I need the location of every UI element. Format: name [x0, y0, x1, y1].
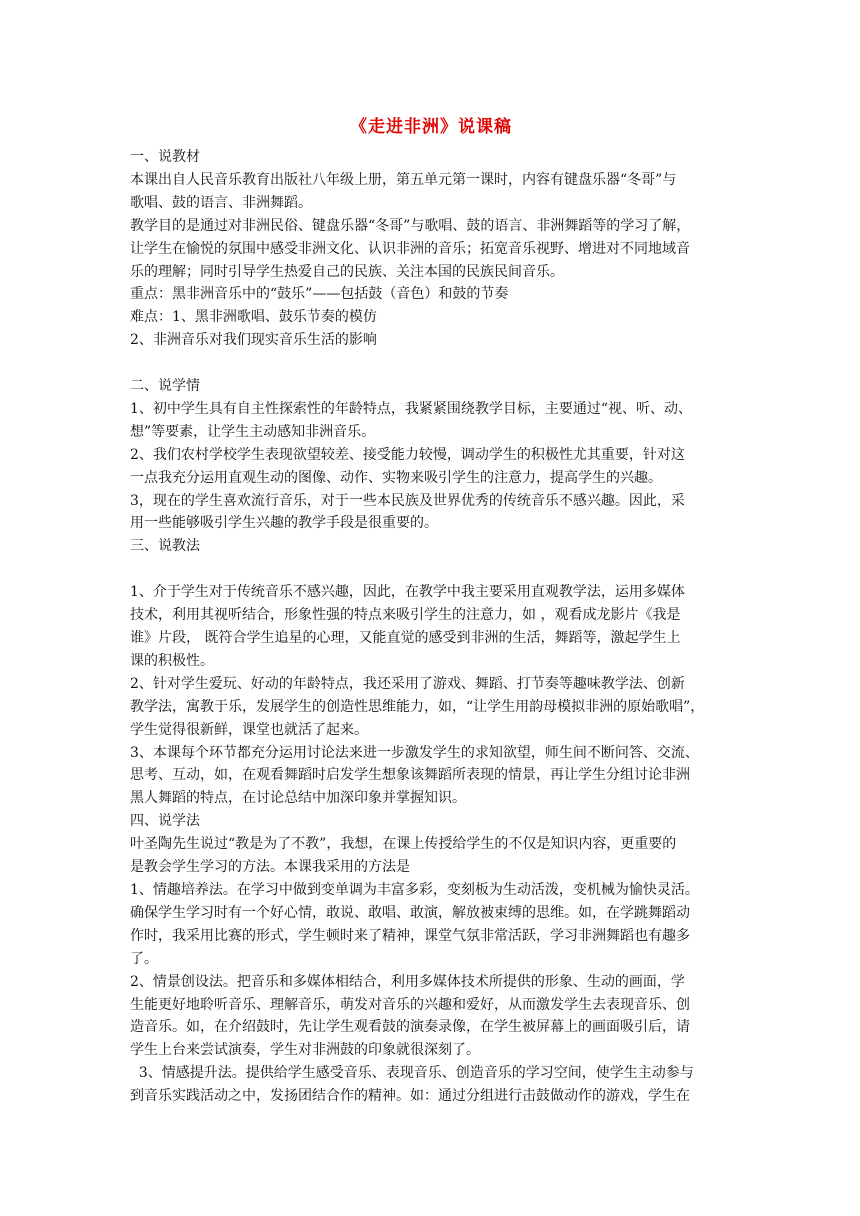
text-line: 教学法，寓教于乐，发展学生的创造性思维能力，如，“让学生用韵母模拟非洲的原始歌唱”，: [130, 698, 705, 715]
text-line: 是教会学生学习的方法。本课我采用的方法是: [130, 859, 410, 876]
text-line: 作时，我采用比赛的形式，学生顿时来了精神，课堂气氛非常活跃，学习非洲舞蹈也有趣多: [130, 927, 690, 944]
text-line: 1、介于学生对于传统音乐不感兴趣，因此，在教学中我主要采用直观教学法，运用多媒体: [130, 584, 685, 601]
text-line: 确保学生学习时有一个好心情，敢说、敢唱、敢演，解放被束缚的思维。如，在学跳舞蹈动: [130, 904, 690, 921]
document-title: 《走进非洲》说课稿: [350, 117, 512, 137]
text-line: 1、情趣培养法。在学习中做到变单调为丰富多彩，变刻板为生动活泼，变机械为愉快灵活。: [130, 881, 699, 898]
text-line: 生能更好地聆听音乐、理解音乐，萌发对音乐的兴趣和爱好，从而激发学生去表现音乐、创: [130, 996, 690, 1013]
text-line: 难点：1、黑非洲歌唱、鼓乐节奏的模仿: [130, 309, 377, 326]
blank-line: [130, 352, 732, 375]
text-line: 叶圣陶先生说过“教是为了不教”，我想，在课上传授给学生的不仅是知识内容，更重要的: [130, 836, 677, 853]
text-line: 1、初中学生具有自主性探索性的年龄特点，我紧紧围绕教学目标，主要通过“视、听、动、: [130, 400, 693, 417]
text-line: 3，现在的学生喜欢流行音乐，对于一些本民族及世界优秀的传统音乐不感兴趣。因此，采: [130, 492, 685, 509]
text-line: 3、情感提升法。提供给学生感受音乐、表现音乐、创造音乐的学习空间，使学生主动参与: [130, 1065, 694, 1082]
text-line: 重点：黑非洲音乐中的“鼓乐”——包括鼓（音色）和鼓的节奏: [130, 286, 509, 303]
text-line: 造音乐。如，在介绍鼓时，先让学生观看鼓的演奏录像，在学生被屏幕上的画面吸引后，请: [130, 1019, 690, 1036]
text-line: 2、非洲音乐对我们现实音乐生活的影响: [130, 332, 377, 349]
text-line: 学生上台来尝试演奏，学生对非洲鼓的印象就很深刻了。: [130, 1042, 480, 1059]
text-line: 让学生在愉悦的氛围中感受非洲文化、认识非洲的音乐；拓宽音乐视野、增进对不同地域音: [130, 240, 690, 257]
text-line: 黑人舞蹈的特点，在讨论总结中加深印象并掌握知识。: [130, 790, 466, 807]
text-line: 了。: [130, 950, 158, 967]
text-line: 用一些能够吸引学生兴趣的教学手段是很重要的。: [130, 515, 438, 532]
text-line: 一点我充分运用直观生动的图像、动作、实物来吸引学生的注意力，提高学生的兴趣。: [130, 469, 662, 486]
blank-line: [130, 558, 732, 581]
text-line: 课的积极性。: [130, 652, 214, 669]
text-line: 谁》片段， 既符合学生追星的心理，又能直觉的感受到非洲的生活，舞蹈等，激起学生上: [130, 630, 681, 646]
text-line: 到音乐实践活动之中，发扬团结合作的精神。如：通过分组进行击鼓做动作的游戏，学生在: [130, 1088, 690, 1105]
text-line: 技术，利用其视听结合，形象性强的特点来吸引学生的注意力，如 ，观看成龙影片《我是: [130, 607, 681, 624]
text-line: 四、说学法: [130, 813, 200, 830]
text-line: 一、说教材: [130, 149, 200, 165]
text-line: 本课出自人民音乐教育出版社八年级上册，第五单元第一课时，内容有键盘乐器“冬哥”与: [130, 171, 677, 188]
text-line: 3、本课每个环节都充分运用讨论法来进一步激发学生的求知欲望，师生间不断问答、交流、: [130, 744, 699, 761]
text-line: 乐的理解；同时引导学生热爱自己的民族、关注本国的民族民间音乐。: [130, 263, 564, 280]
text-line: 2、我们农村学校学生表现欲望较差、接受能力较慢，调动学生的积极性尤其重要，针对这: [130, 446, 685, 463]
text-line: 学生觉得很新鲜，课堂也就活了起来。: [130, 721, 368, 738]
text-line: 思考、互动，如，在观看舞蹈时启发学生想象该舞蹈所表现的情景，再让学生分组讨论非洲: [130, 767, 690, 784]
text-line: 二、说学情: [130, 378, 200, 395]
text-line: 想”等要素，让学生主动感知非洲音乐。: [130, 423, 376, 440]
text-line: 2、针对学生爱玩、好动的年龄特点，我还采用了游戏、舞蹈、打节奏等趣味教学法、创新: [130, 675, 685, 692]
text-line: 教学目的是通过对非洲民俗、键盘乐器“冬哥”与歌唱、鼓的语言、非洲舞蹈等的学习了解，: [130, 217, 691, 234]
text-line: 2、情景创设法。把音乐和多媒体相结合，利用多媒体技术所提供的形象、生动的画面，学: [130, 973, 685, 990]
text-line: 歌唱、鼓的语言、非洲舞蹈。: [130, 194, 312, 211]
text-line: 三、说教法: [130, 538, 200, 555]
document-body: [130, 146, 732, 1108]
